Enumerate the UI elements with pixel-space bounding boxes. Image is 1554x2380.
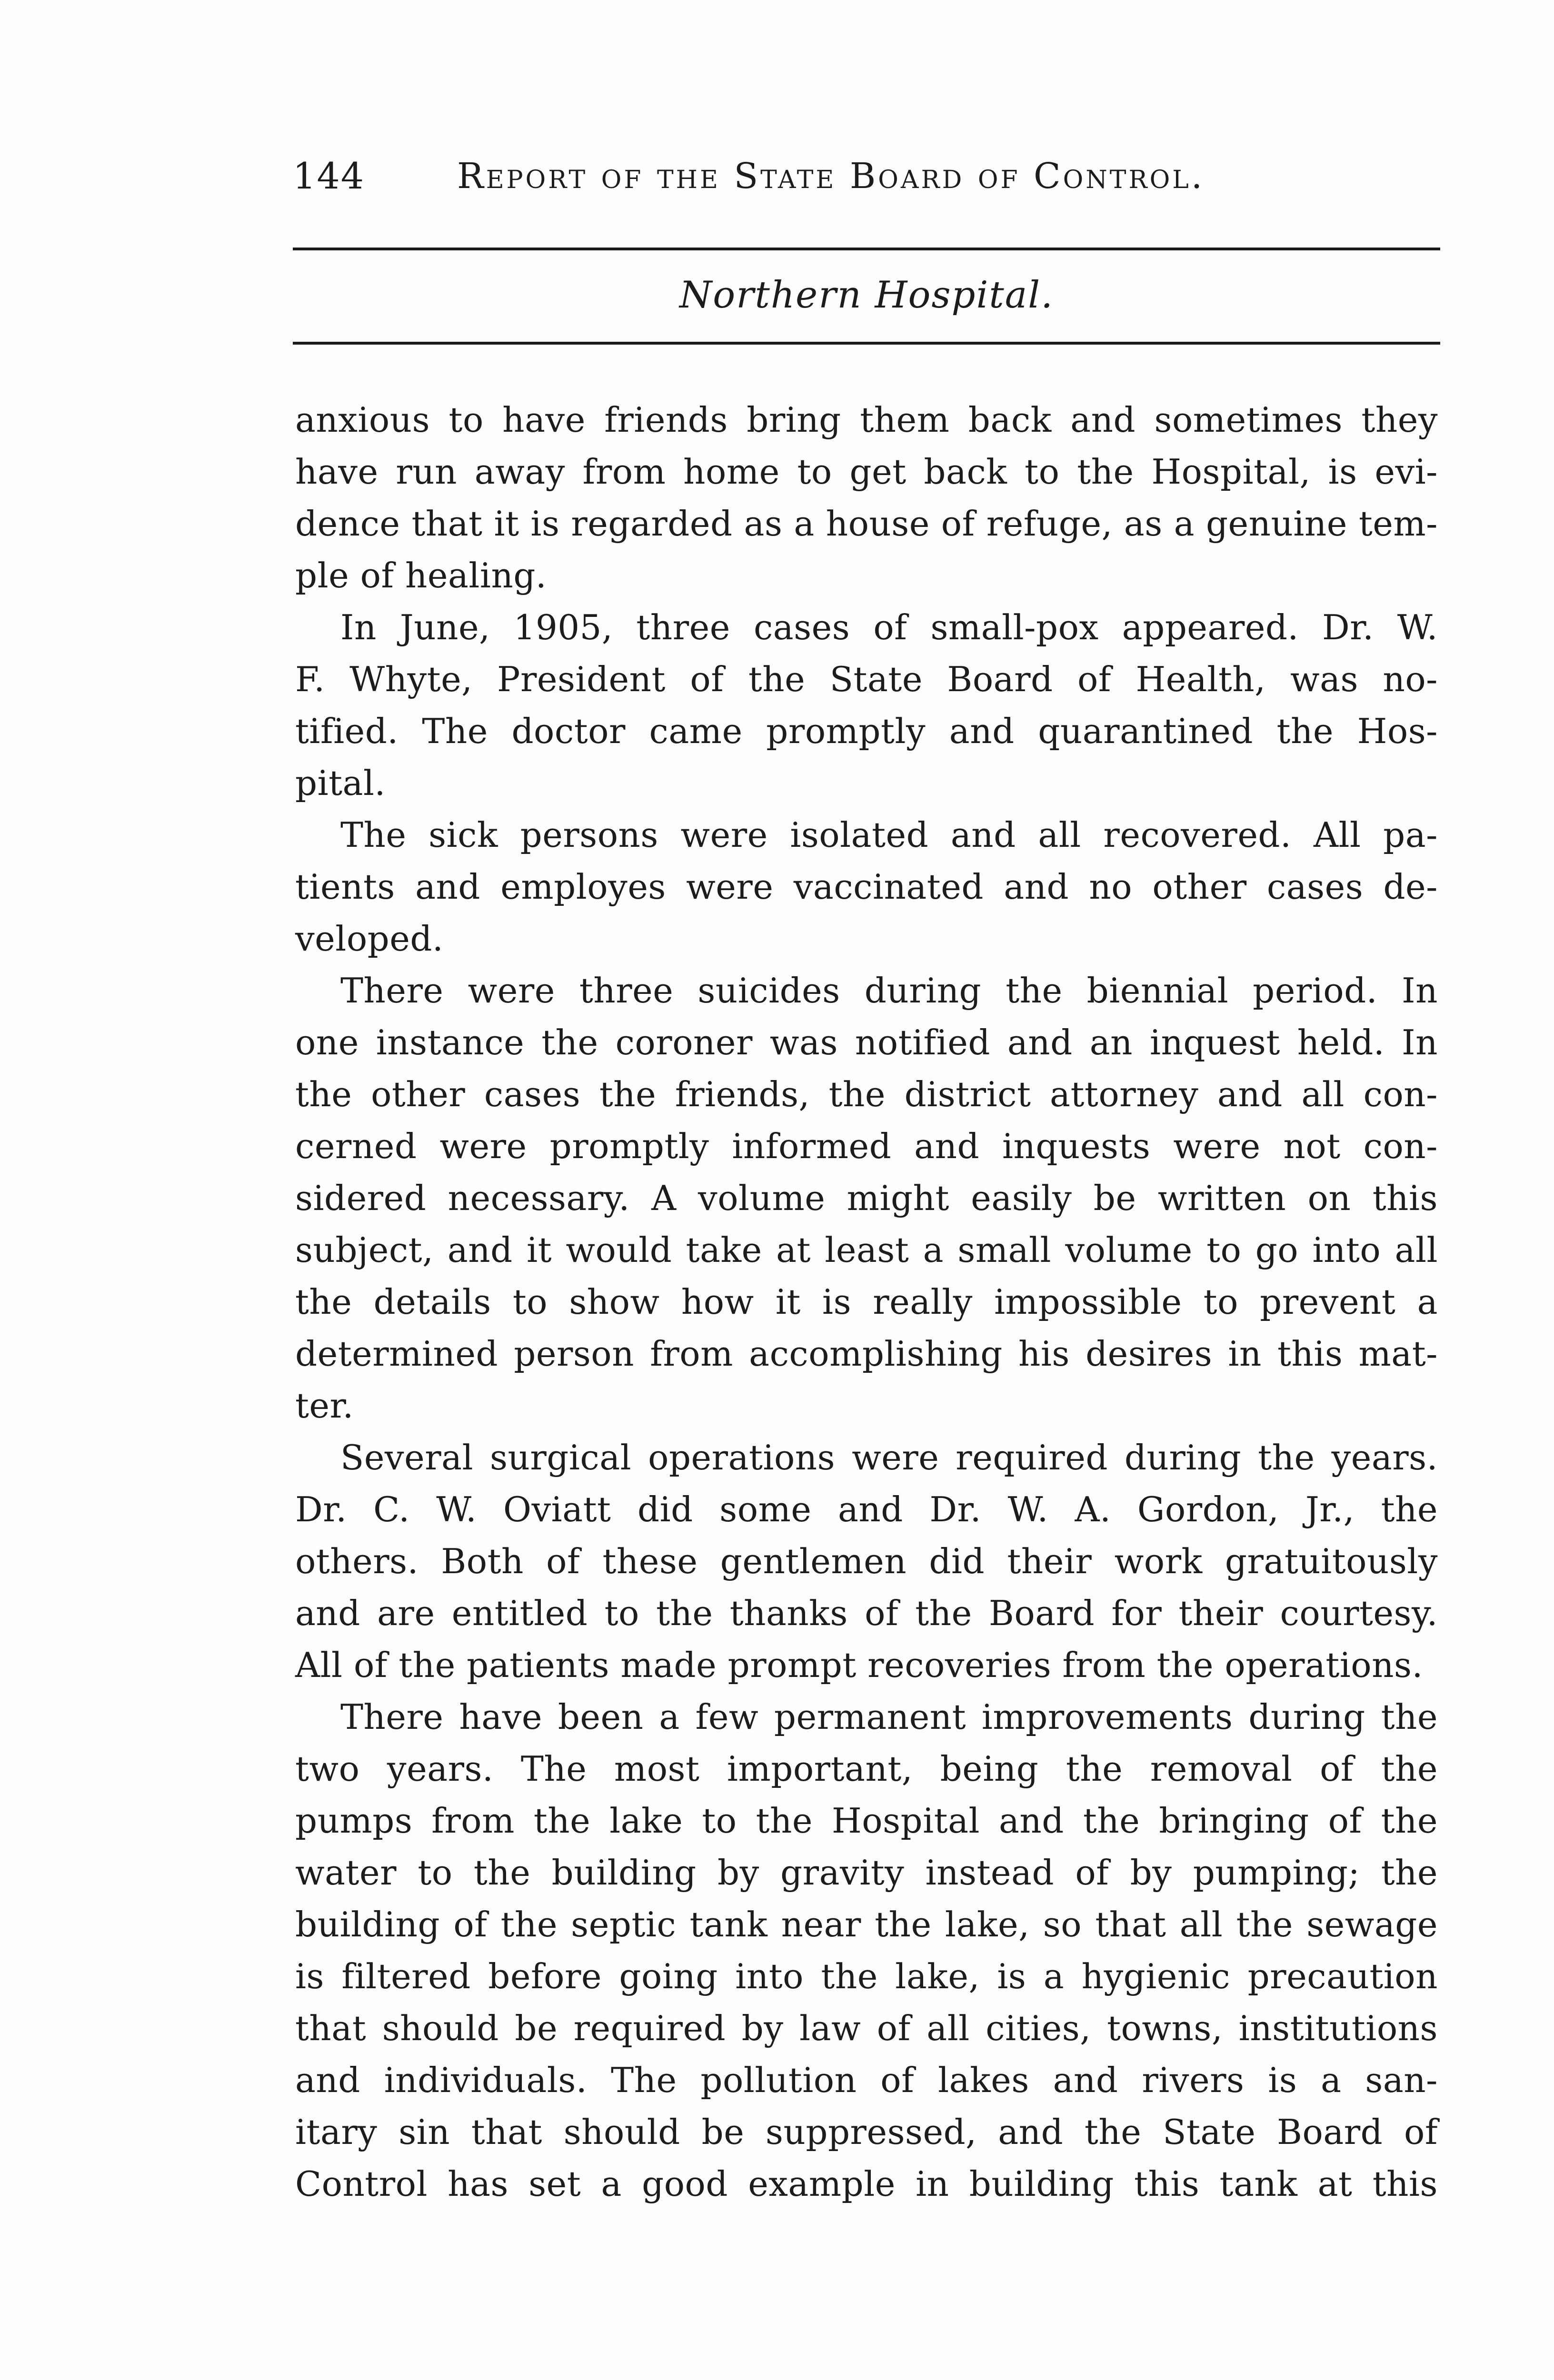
text-line: determined person from accomplishing his desires in this mat- — [295, 1334, 1438, 1374]
text-line: Dr. C. W. Oviatt did some and Dr. W. A. Gordon, Jr., the — [295, 1489, 1438, 1529]
text-line: dence that it is regarded as a house of refuge, as a genuine tem- — [295, 504, 1438, 544]
header-rule-bottom — [293, 342, 1440, 345]
text-line: and are entitled to the thanks of the Board for their courtesy. — [295, 1593, 1438, 1633]
text-line: that should be required by law of all cities, towns, institutions — [295, 2008, 1438, 2048]
text-line: All of the patients made prompt recoveries from the operations. — [295, 1645, 1423, 1685]
text-line: F. Whyte, President of the State Board of Health, was no- — [295, 659, 1438, 699]
text-line: building of the septic tank near the lake, so that all the sewage — [295, 1904, 1438, 1944]
text-line: is filtered before going into the lake, is a hygienic precaution — [295, 1956, 1438, 1996]
text-line: veloped. — [295, 919, 444, 959]
text-line: anxious to have friends bring them back and sometimes they — [295, 400, 1438, 440]
text-line: the details to show how it is really impossible to prevent a — [295, 1282, 1438, 1322]
running-head — [293, 150, 1435, 202]
text-line: the other cases the friends, the district attorney and all con- — [295, 1074, 1438, 1114]
header-rule-top — [293, 248, 1440, 250]
text-line: one instance the coroner was notified and an inquest held. In — [295, 1022, 1438, 1062]
paragraph-start-line: The sick persons were isolated and all recovered. All pa- — [340, 815, 1438, 855]
text-line: pital. — [295, 763, 386, 803]
text-line: tients and employes were vaccinated and no other cases de- — [295, 867, 1438, 907]
text-line: ple of healing. — [295, 555, 547, 595]
section-title: Northern Hospital. — [679, 274, 1054, 317]
text-line: itary sin that should be suppressed, and the State Board of — [295, 2112, 1438, 2152]
text-line: have run away from home to get back to the Hospital, is evi- — [295, 452, 1438, 492]
text-line: tified. The doctor came promptly and quarantined the Hos- — [295, 711, 1438, 751]
text-line: and individuals. The pollution of lakes and rivers is a san- — [295, 2060, 1438, 2100]
paragraph-start-line: Several surgical operations were required during the years. — [340, 1438, 1438, 1478]
paragraph-start-line: There were three suicides during the biennial period. In — [340, 971, 1438, 1011]
text-line: cerned were promptly informed and inquests were not con- — [295, 1126, 1438, 1166]
text-line: Control has set a good example in building this tank at this — [295, 2164, 1438, 2204]
text-line: subject, and it would take at least a small volume to go into all — [295, 1230, 1438, 1270]
text-line: sidered necessary. A volume might easily be written on this — [295, 1178, 1438, 1218]
text-line: water to the building by gravity instead of by pumping; the — [295, 1853, 1438, 1893]
text-line: ter. — [295, 1386, 354, 1426]
page-number: 144 — [293, 155, 365, 197]
text-line: two years. The most important, being the removal of the — [295, 1749, 1438, 1789]
paragraph-start-line: There have been a few permanent improvements during the — [340, 1697, 1438, 1737]
text-line: pumps from the lake to the Hospital and the bringing of the — [295, 1801, 1438, 1841]
paragraph-start-line: In June, 1905, three cases of small-pox appeared. Dr. W. — [340, 607, 1438, 647]
report-title: Report of the State Board of Control. — [457, 156, 1205, 197]
body-text — [295, 394, 1438, 2210]
text-line: others. Both of these gentlemen did their work gratuitously — [295, 1541, 1438, 1581]
